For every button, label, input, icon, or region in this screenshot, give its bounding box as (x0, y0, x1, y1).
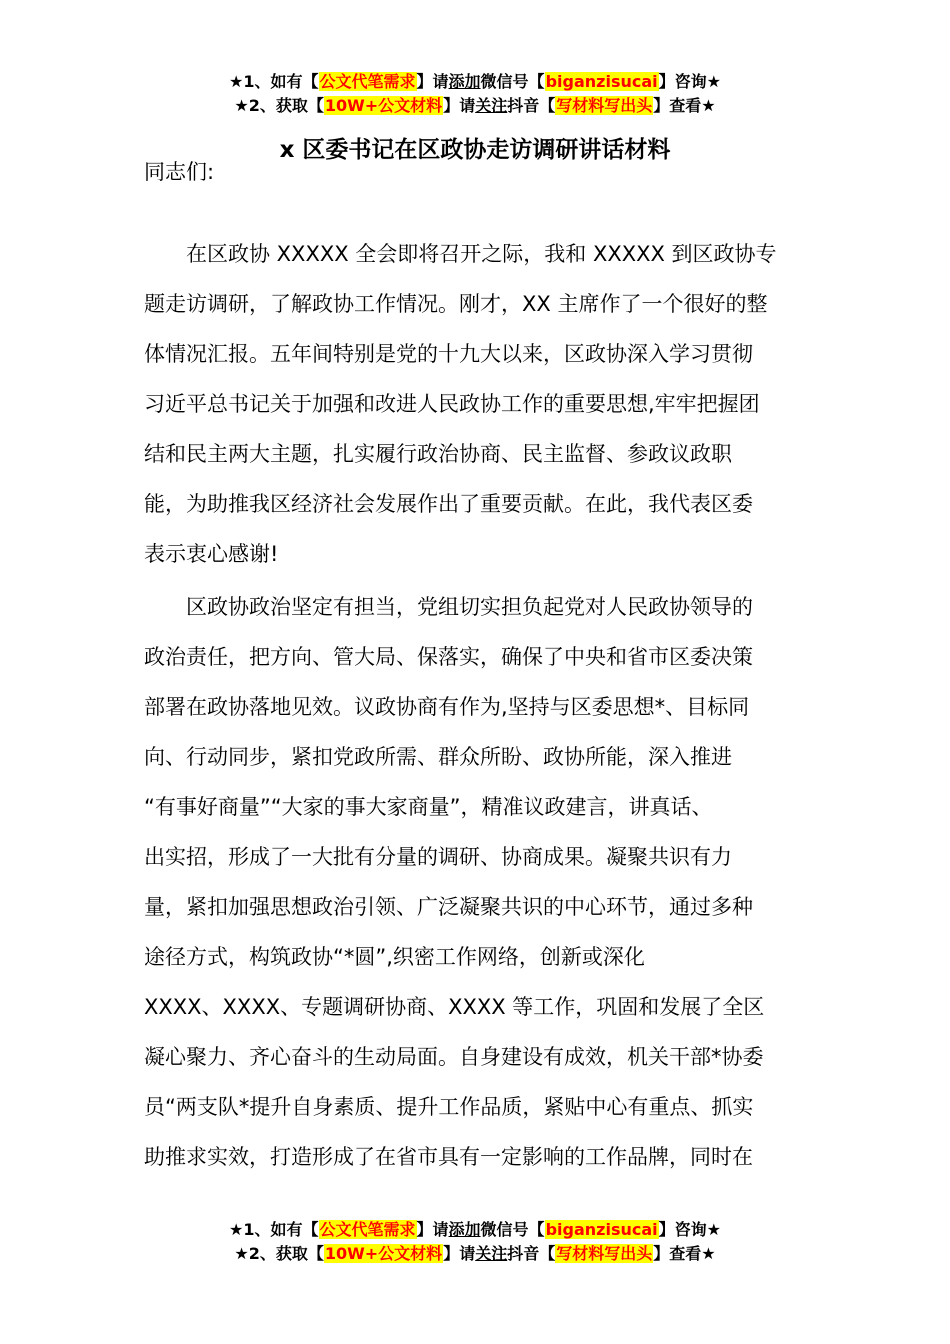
paragraph-line: 能，为助推我区经济社会发展作出了重要贡献。在此，我代表区委 (144, 492, 753, 516)
banner-underline-add: 添加 (448, 72, 481, 91)
banner-text: 微信号【 (480, 72, 545, 91)
banner-highlight-wechat-id: biganzisucai (545, 1220, 658, 1239)
paragraph-line: 体情况汇报。五年间特别是党的十九大以来，区政协深入学习贯彻 (144, 342, 753, 366)
salutation (144, 147, 812, 197)
banner-text: ★2、获取【 (234, 1244, 324, 1263)
paragraph-line: 量，紧扣加强思想政治引领、广泛凝聚共识的中心环节，通过多种 (144, 895, 753, 919)
banner-text: 】查看★ (653, 1244, 716, 1263)
banner-text: 】请 (443, 1244, 476, 1263)
paragraph-line: 题走访调研，了解政协工作情况。刚才，XX 主席作了一个很好的整 (144, 292, 768, 316)
banner-text: ★1、如有【 (229, 72, 319, 91)
banner-text: 】查看★ (653, 96, 716, 115)
banner-highlight-wechat-id: biganzisucai (545, 72, 658, 91)
paragraph-line: 部署在政协落地见效。议政协商有作为,坚持与区委思想*、目标同 (144, 695, 750, 719)
paragraph-line: XXXX、XXXX、专题调研协商、XXXX 等工作，巩固和发展了全区 (144, 995, 765, 1019)
paragraph-line: 出实招，形成了一大批有分量的调研、协商成果。凝聚共识有力 (144, 845, 732, 869)
banner-line-2 (0, 1242, 950, 1266)
banner-highlight-douyin-id: 写材料写出头 (556, 1244, 653, 1263)
banner-line-1 (0, 1218, 950, 1242)
salutation-line: 同志们: (144, 160, 215, 184)
paragraph-line: 凝心聚力、齐心奋斗的生动局面。自身建设有成效，机关干部*协委 (144, 1045, 764, 1069)
banner-line-2 (0, 94, 950, 118)
banner-line-1 (0, 70, 950, 94)
paragraph-line: 在区政协 XXXXX 全会即将召开之际，我和 XXXXX 到区政协专 (144, 242, 777, 266)
paragraph-1 (144, 229, 812, 579)
paragraph-line: 区政协政治坚定有担当，党组切实担负起党对人民政协领导的 (144, 595, 753, 619)
paragraph-line: 向、行动同步，紧扣党政所需、群众所盼、政协所能，深入推进 (144, 745, 732, 769)
paragraph-line: 助推求实效，打造形成了在省市具有一定影响的工作品牌，同时在 (144, 1145, 753, 1169)
banner-text: 】咨询★ (658, 1220, 721, 1239)
banner-text: 】请 (416, 72, 449, 91)
document-title: x 区委书记在区政协走访调研讲话材料 (279, 137, 671, 163)
banner-highlight-writing-service: 公文代笔需求 (319, 1220, 416, 1239)
banner-highlight-writing-service: 公文代笔需求 (319, 72, 416, 91)
banner-highlight-materials: 10W+公文材料 (324, 1244, 443, 1263)
paragraph-line: 政治责任，把方向、管大局、保落实，确保了中央和省市区委决策 (144, 645, 753, 669)
paragraph-line: “有事好商量”“大家的事大家商量”，精准议政建言，讲真话、 (144, 795, 713, 819)
banner-text: 抖音【 (507, 96, 556, 115)
banner-text: 微信号【 (480, 1220, 545, 1239)
paragraph-line: 习近平总书记关于加强和改进人民政协工作的重要思想,牢牢把握团 (144, 392, 760, 416)
paragraph-line: 途径方式，构筑政协“*圆”,织密工作网络，创新或深化 (144, 945, 645, 969)
banner-underline-follow: 关注 (475, 96, 508, 115)
header-banner (0, 70, 950, 118)
paragraph-line: 结和民主两大主题，扎实履行政治协商、民主监督、参政议政职 (144, 442, 732, 466)
banner-text: ★1、如有【 (229, 1220, 319, 1239)
banner-text: 】请 (416, 1220, 449, 1239)
banner-underline-add: 添加 (448, 1220, 481, 1239)
banner-text: 抖音【 (507, 1244, 556, 1263)
paragraph-line: 员“两支队*提升自身素质、提升工作品质，紧贴中心有重点、抓实 (144, 1095, 754, 1119)
banner-text: 】咨询★ (658, 72, 721, 91)
footer-banner (0, 1218, 950, 1266)
banner-text: 】请 (443, 96, 476, 115)
banner-underline-follow: 关注 (475, 1244, 508, 1263)
paragraph-line: 表示衷心感谢! (144, 542, 279, 566)
banner-text: ★2、获取【 (234, 96, 324, 115)
banner-highlight-douyin-id: 写材料写出头 (556, 96, 653, 115)
paragraph-2 (144, 582, 812, 1182)
banner-highlight-materials: 10W+公文材料 (324, 96, 443, 115)
